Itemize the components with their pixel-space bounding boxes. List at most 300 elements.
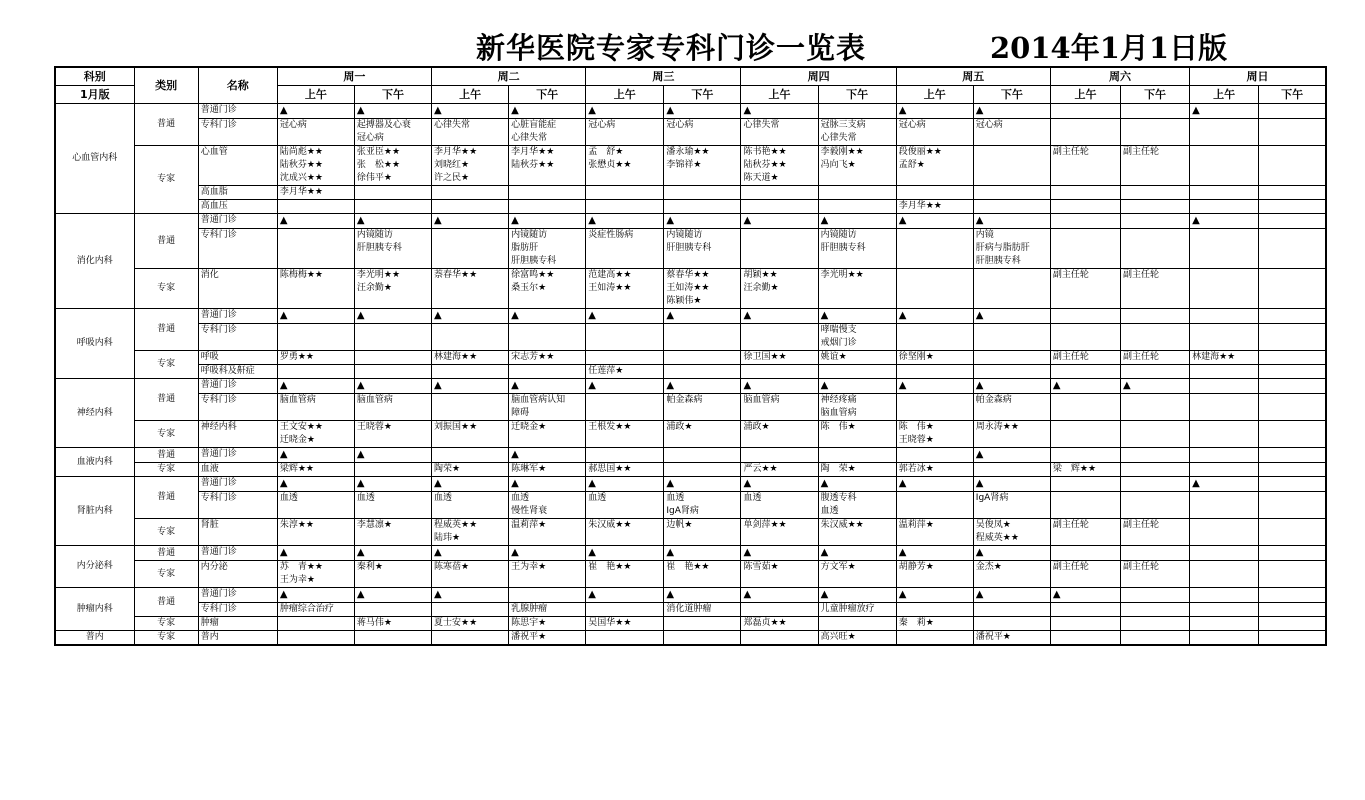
schedule-cell: ▲ [354,214,431,229]
schedule-cell: ▲ [509,379,586,394]
category-cell: 专家 [134,617,198,631]
schedule-cell [1259,269,1326,309]
clinic-name-cell: 普通门诊 [198,309,277,324]
schedule-cell: 浦政★ [741,421,818,448]
schedule-cell [1190,146,1259,186]
schedule-cell: IgA肾病 [973,492,1050,519]
schedule-cell: ▲ [354,379,431,394]
schedule-cell [818,617,896,631]
schedule-cell [1121,463,1190,477]
schedule-cell [896,365,973,379]
schedule-cell: ▲ [1190,104,1259,119]
schedule-cell: ▲ [896,379,973,394]
schedule-cell: 神经疼痛 脑血管病 [818,394,896,421]
schedule-cell [1190,631,1259,646]
schedule-cell [1190,186,1259,200]
table-row [55,200,1326,214]
schedule-cell [741,186,818,200]
schedule-cell: 副主任轮 [1121,351,1190,365]
schedule-cell: 副主任轮 [1050,351,1120,365]
schedule-cell [277,617,354,631]
schedule-cell [586,448,664,463]
schedule-cell: 秦利★ [354,561,431,588]
schedule-cell: 徐卫国★★ [741,351,818,365]
schedule-cell [1190,492,1259,519]
schedule-cell [1121,365,1190,379]
table-row [55,379,1326,394]
schedule-cell [1259,631,1326,646]
header-day: 周二 [432,67,586,86]
schedule-cell [1121,200,1190,214]
schedule-cell [896,448,973,463]
schedule-cell [432,448,509,463]
schedule-cell: 冠心病 [896,119,973,146]
schedule-cell [896,186,973,200]
schedule-cell [973,146,1050,186]
schedule-cell: 单剑萍★★ [741,519,818,546]
schedule-cell: 副主任轮 [1050,561,1120,588]
schedule-cell: 段俊丽★★ 孟舒★ [896,146,973,186]
schedule-cell [818,365,896,379]
schedule-cell: 陈雪茹★ [741,561,818,588]
schedule-cell: ▲ [896,214,973,229]
schedule-cell: ▲ [1050,379,1120,394]
schedule-cell [432,229,509,269]
schedule-cell: ▲ [741,546,818,561]
dept-cell: 心血管内科 [55,104,134,214]
clinic-schedule-table [54,66,1327,646]
schedule-cell [664,365,741,379]
schedule-cell [1050,229,1120,269]
schedule-cell [1190,229,1259,269]
schedule-cell [741,229,818,269]
schedule-cell [741,365,818,379]
schedule-cell: ▲ [896,546,973,561]
schedule-cell [432,200,509,214]
table-row [55,463,1326,477]
schedule-cell [1190,588,1259,603]
clinic-name-cell: 高血压 [198,200,277,214]
schedule-cell [1121,448,1190,463]
schedule-cell: 陈梅梅★★ [277,269,354,309]
header-am: 上午 [741,86,818,104]
schedule-cell: ▲ [818,477,896,492]
clinic-name-cell: 普通门诊 [198,546,277,561]
schedule-cell [1121,492,1190,519]
schedule-cell [277,229,354,269]
schedule-cell: ▲ [432,309,509,324]
schedule-cell [1259,146,1326,186]
schedule-cell: ▲ [354,477,431,492]
header-am: 上午 [277,86,354,104]
schedule-cell [1050,546,1120,561]
schedule-cell: 内镜随访 肝胆胰专科 [664,229,741,269]
schedule-cell: ▲ [664,546,741,561]
schedule-cell [664,448,741,463]
clinic-name-cell: 专科门诊 [198,119,277,146]
clinic-name-cell: 高血脂 [198,186,277,200]
schedule-cell [1259,365,1326,379]
table-row [55,448,1326,463]
schedule-cell: 秦 莉★ [896,617,973,631]
schedule-cell: 李月华★★ [277,186,354,200]
version-label: 2014年1月1日版 [990,31,1228,65]
schedule-cell: 陈思宇★ [509,617,586,631]
clinic-name-cell: 肾脏 [198,519,277,546]
schedule-cell: ▲ [432,214,509,229]
schedule-cell [1050,324,1120,351]
schedule-cell: 乳腺肿瘤 [509,603,586,617]
schedule-cell [1190,448,1259,463]
table-row [55,351,1326,365]
header-month: 1月版 [55,86,134,104]
schedule-cell: 冠心病 [973,119,1050,146]
schedule-cell [586,186,664,200]
schedule-cell: 郑磊贞★★ [741,617,818,631]
schedule-cell: 脑血管病认知 障碍 [509,394,586,421]
schedule-cell [973,324,1050,351]
schedule-cell [896,603,973,617]
schedule-cell [1121,324,1190,351]
clinic-name-cell: 专科门诊 [198,603,277,617]
schedule-cell [1190,603,1259,617]
category-cell: 普通 [134,214,198,269]
schedule-cell [973,200,1050,214]
schedule-cell [1121,477,1190,492]
header-day: 周四 [741,67,896,86]
schedule-cell: ▲ [664,214,741,229]
schedule-cell [973,351,1050,365]
table-row [55,186,1326,200]
schedule-cell [1050,104,1120,119]
header-row-days [55,67,1326,86]
schedule-cell: ▲ [973,546,1050,561]
schedule-cell [664,200,741,214]
schedule-cell: ▲ [818,379,896,394]
schedule-cell [1190,519,1259,546]
schedule-cell: 冠心病 [277,119,354,146]
schedule-cell: ▲ [586,477,664,492]
schedule-cell [432,186,509,200]
header-pm: 下午 [509,86,586,104]
schedule-cell: 副主任轮 [1050,269,1120,309]
schedule-cell: ▲ [586,379,664,394]
header-dept: 科别 [55,67,134,86]
schedule-cell [1121,186,1190,200]
schedule-cell: ▲ [1121,379,1190,394]
schedule-cell [1190,379,1259,394]
table-row [55,229,1326,269]
schedule-cell: ▲ [741,477,818,492]
schedule-cell [354,200,431,214]
schedule-cell [432,603,509,617]
schedule-cell: 王文安★★ 迁晓金★ [277,421,354,448]
schedule-cell [1190,119,1259,146]
header-day: 周三 [586,67,741,86]
schedule-cell [818,448,896,463]
schedule-cell: 边帆★ [664,519,741,546]
schedule-cell: ▲ [818,546,896,561]
header-am: 上午 [586,86,664,104]
schedule-cell [664,631,741,646]
schedule-cell: ▲ [741,588,818,603]
schedule-cell: 血透 [741,492,818,519]
schedule-cell: 心律失常 [432,119,509,146]
schedule-cell: 李慧凛★ [354,519,431,546]
schedule-cell [1259,448,1326,463]
header-am: 上午 [1050,86,1120,104]
schedule-cell: 哮喘慢支 戒烟门诊 [818,324,896,351]
schedule-cell [818,104,896,119]
schedule-cell [1050,309,1120,324]
schedule-cell: 血透 [432,492,509,519]
schedule-cell: 内镜随访 肝胆胰专科 [354,229,431,269]
schedule-cell: 李月华★★ [896,200,973,214]
schedule-cell: 李光明★★ [818,269,896,309]
schedule-cell [896,492,973,519]
schedule-cell: ▲ [664,104,741,119]
table-row [55,119,1326,146]
schedule-cell [818,200,896,214]
schedule-cell [354,324,431,351]
schedule-cell: ▲ [896,309,973,324]
clinic-name-cell: 专科门诊 [198,394,277,421]
category-cell: 普通 [134,546,198,561]
schedule-cell: ▲ [664,379,741,394]
header-pm: 下午 [354,86,431,104]
schedule-cell: ▲ [664,588,741,603]
schedule-cell: 陈书艳★★ 陆秋芬★★ 陈天道★ [741,146,818,186]
dept-cell: 血液内科 [55,448,134,477]
schedule-cell: 副主任轮 [1050,146,1120,186]
schedule-cell [973,365,1050,379]
schedule-cell: ▲ [509,546,586,561]
schedule-cell [1259,463,1326,477]
schedule-cell: 消化道肿瘤 [664,603,741,617]
schedule-cell [664,351,741,365]
schedule-cell [1121,119,1190,146]
schedule-cell [664,617,741,631]
schedule-cell: ▲ [896,477,973,492]
schedule-cell: 血透 慢性肾衰 [509,492,586,519]
category-cell: 专家 [134,631,198,646]
schedule-cell [354,351,431,365]
schedule-cell [1050,200,1120,214]
schedule-cell: 严云★★ [741,463,818,477]
schedule-cell: 潘祝平★ [509,631,586,646]
schedule-cell [1259,492,1326,519]
schedule-cell [277,631,354,646]
header-am: 上午 [432,86,509,104]
schedule-cell [1050,603,1120,617]
schedule-cell: 腹透专科 血透 [818,492,896,519]
clinic-name-cell: 专科门诊 [198,229,277,269]
schedule-cell [586,631,664,646]
header-pm: 下午 [973,86,1050,104]
schedule-cell: 朱淳★★ [277,519,354,546]
schedule-cell: 陶荣★ [432,463,509,477]
schedule-cell: ▲ [741,214,818,229]
schedule-cell [741,603,818,617]
schedule-cell: 帕金森病 [664,394,741,421]
schedule-cell: ▲ [741,379,818,394]
table-row [55,617,1326,631]
schedule-cell [1121,631,1190,646]
schedule-cell: 朱汉威★★ [818,519,896,546]
schedule-cell: 郝思国★★ [586,463,664,477]
schedule-cell [432,394,509,421]
schedule-cell: ▲ [818,309,896,324]
schedule-cell: 陈寒蓓★ [432,561,509,588]
schedule-cell [1050,631,1120,646]
schedule-cell [973,617,1050,631]
schedule-cell [354,603,431,617]
table-row [55,519,1326,546]
schedule-cell: ▲ [277,379,354,394]
schedule-cell: 心脏盲能症 心律失常 [509,119,586,146]
schedule-cell [1050,186,1120,200]
schedule-cell [1190,394,1259,421]
schedule-cell: 李毅刚★★ 冯向飞★ [818,146,896,186]
schedule-cell [509,200,586,214]
header-name: 名称 [198,67,277,104]
header-pm: 下午 [664,86,741,104]
schedule-cell [741,448,818,463]
schedule-cell [1050,421,1120,448]
schedule-cell [973,186,1050,200]
schedule-cell [586,200,664,214]
header-day: 周日 [1190,67,1326,86]
schedule-cell [1190,421,1259,448]
schedule-cell [1050,394,1120,421]
category-cell: 普通 [134,309,198,351]
schedule-cell: 温莉萍★ [896,519,973,546]
schedule-cell: 心律失常 [741,119,818,146]
schedule-cell [1259,561,1326,588]
category-cell: 专家 [134,463,198,477]
header-pm: 下午 [818,86,896,104]
table-row [55,631,1326,646]
schedule-cell [1259,379,1326,394]
schedule-cell [1259,519,1326,546]
schedule-cell: 程威英★★ 陆玮★ [432,519,509,546]
schedule-cell [1050,448,1120,463]
schedule-cell [509,365,586,379]
schedule-cell: 温莉萍★ [509,519,586,546]
schedule-cell [1121,617,1190,631]
schedule-cell [354,631,431,646]
schedule-cell [509,324,586,351]
schedule-cell [973,463,1050,477]
schedule-cell [1259,229,1326,269]
schedule-cell [1050,119,1120,146]
schedule-cell [1050,214,1120,229]
schedule-cell: 潘祝平★ [973,631,1050,646]
schedule-cell: ▲ [432,546,509,561]
schedule-cell [277,324,354,351]
schedule-cell: ▲ [354,448,431,463]
clinic-name-cell: 普通门诊 [198,104,277,119]
schedule-cell: 任莲萍★ [586,365,664,379]
schedule-cell: 李月华★★ 陆秋芬★★ [509,146,586,186]
schedule-cell: ▲ [896,104,973,119]
schedule-cell: ▲ [354,588,431,603]
schedule-cell [586,351,664,365]
schedule-cell: 浦政★ [664,421,741,448]
schedule-cell [1259,588,1326,603]
schedule-cell [1259,200,1326,214]
table-row [55,214,1326,229]
table-row [55,561,1326,588]
schedule-cell [896,269,973,309]
clinic-name-cell: 消化 [198,269,277,309]
schedule-cell [586,394,664,421]
category-cell: 专家 [134,421,198,448]
schedule-cell: 血透 [354,492,431,519]
schedule-cell [509,588,586,603]
schedule-cell [664,463,741,477]
schedule-cell [1121,229,1190,269]
schedule-cell: 起搏器及心衰 冠心病 [354,119,431,146]
dept-cell: 肾脏内科 [55,477,134,546]
table-row [55,603,1326,617]
schedule-cell [432,631,509,646]
schedule-cell: 范建高★★ 王如涛★★ [586,269,664,309]
schedule-cell: 方文军★ [818,561,896,588]
schedule-cell: ▲ [432,477,509,492]
schedule-cell: ▲ [432,104,509,119]
schedule-cell [1050,617,1120,631]
schedule-cell [1259,477,1326,492]
schedule-cell [1050,492,1120,519]
schedule-cell [1259,104,1326,119]
header-category: 类别 [134,67,198,104]
table-row [55,421,1326,448]
dept-cell: 消化内科 [55,214,134,309]
schedule-cell: ▲ [973,477,1050,492]
schedule-cell [1190,546,1259,561]
schedule-cell: 罗勇★★ [277,351,354,365]
category-cell: 专家 [134,519,198,546]
clinic-name-cell: 专科门诊 [198,492,277,519]
schedule-cell: 李月华★★ 刘晓红★ 许之民★ [432,146,509,186]
schedule-cell: ▲ [277,309,354,324]
table-row [55,365,1326,379]
clinic-name-cell: 心血管 [198,146,277,186]
schedule-cell: 林建海★★ [432,351,509,365]
schedule-cell: 迁晓金★ [509,421,586,448]
schedule-cell: ▲ [509,448,586,463]
schedule-cell: 萘春华★★ [432,269,509,309]
dept-cell: 普内 [55,631,134,646]
schedule-cell [1121,546,1190,561]
schedule-cell [509,186,586,200]
schedule-cell: 吴国华★★ [586,617,664,631]
schedule-cell: 内镜随访 脂肪肝 肝胆胰专科 [509,229,586,269]
schedule-cell [1121,104,1190,119]
schedule-cell [1259,351,1326,365]
schedule-cell: 肿瘤综合治疗 [277,603,354,617]
schedule-cell: 副主任轮 [1050,519,1120,546]
schedule-cell: ▲ [277,588,354,603]
schedule-cell: ▲ [277,104,354,119]
schedule-cell [1259,617,1326,631]
schedule-cell: ▲ [509,104,586,119]
schedule-cell: ▲ [509,214,586,229]
schedule-cell [1121,214,1190,229]
dept-cell: 肿瘤内科 [55,588,134,631]
table-row [55,546,1326,561]
